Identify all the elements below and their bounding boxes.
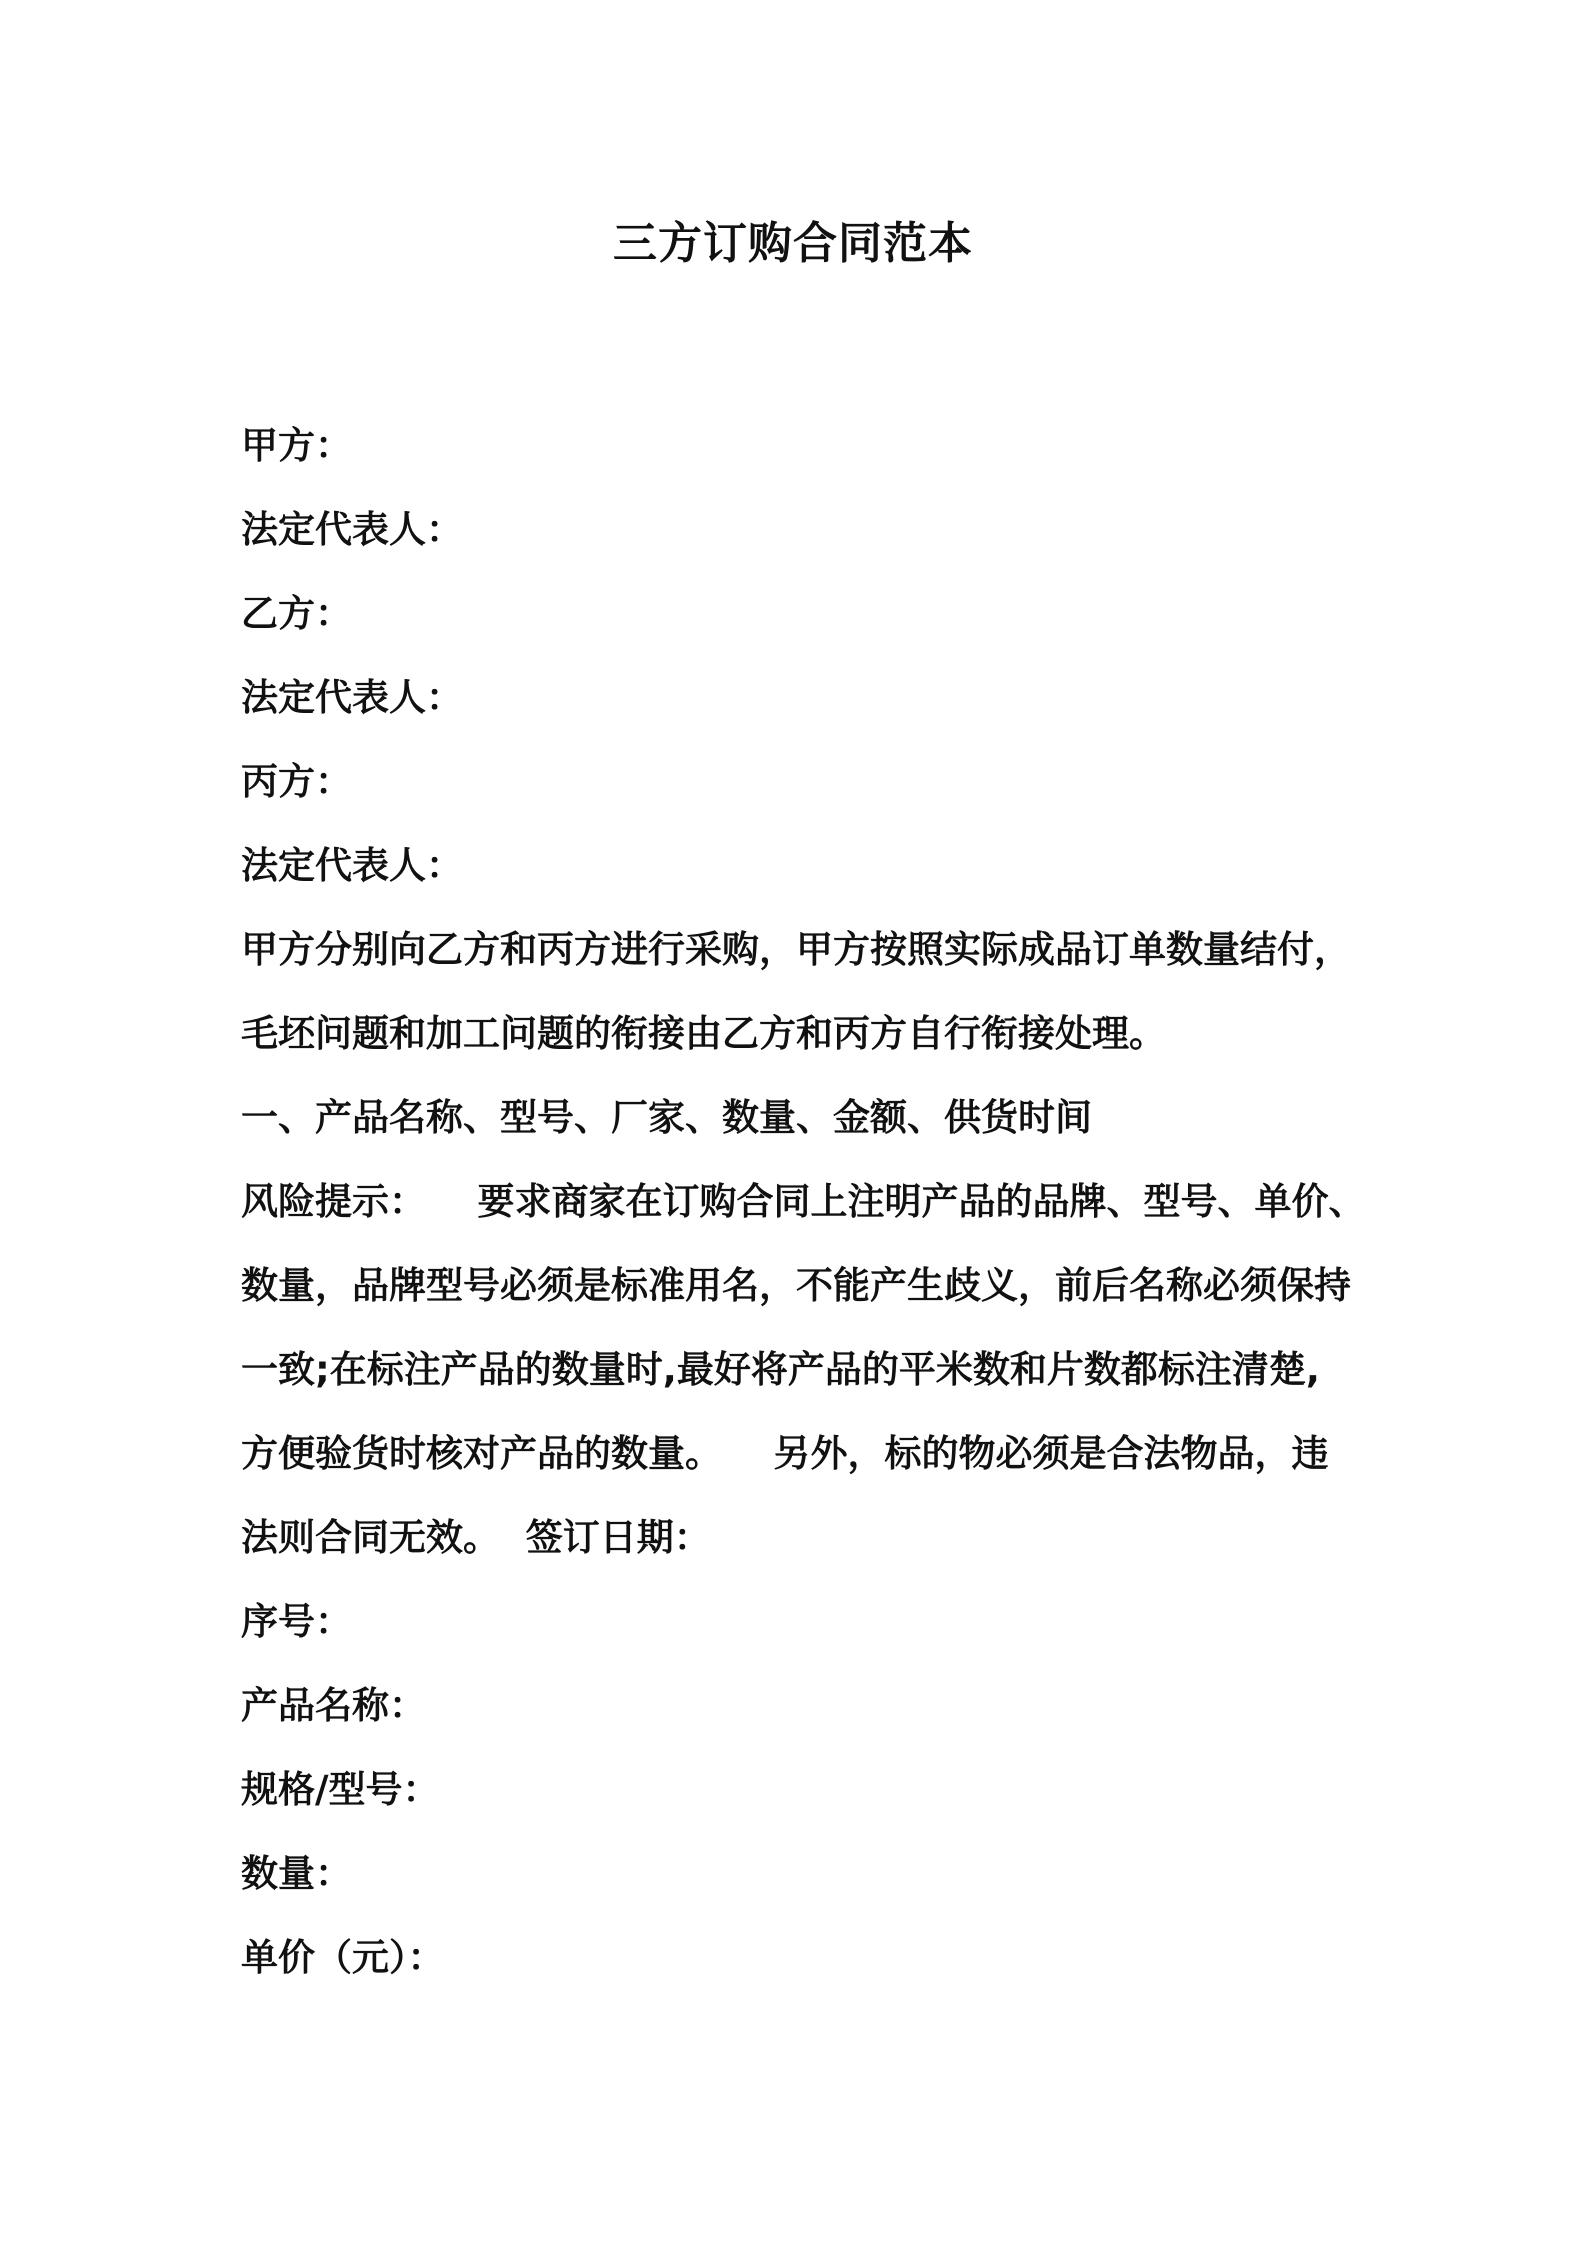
risk-notice-line-4: 方便验货时核对产品的数量。 另外，标的物必须是合法物品，违 (241, 1432, 1329, 1475)
field-spec-model: 规格/型号： (241, 1768, 440, 1811)
field-unit-price: 单价（元）： (241, 1936, 445, 1979)
party-a-label: 甲方： (241, 424, 352, 467)
document-title: 三方订购合同范本 (613, 218, 973, 269)
section-1-heading: 一、产品名称、型号、厂家、数量、金额、供货时间 (241, 1096, 1092, 1139)
party-b-label: 乙方： (241, 592, 352, 635)
document-body (241, 404, 1366, 2000)
party-b-representative-label: 法定代表人： (241, 676, 463, 719)
field-product-name: 产品名称： (241, 1684, 426, 1727)
intro-paragraph-line-1: 甲方分别向乙方和丙方进行采购，甲方按照实际成品订单数量结付， (241, 928, 1351, 971)
party-a-representative-label: 法定代表人： (241, 508, 463, 551)
field-serial-number: 序号： (241, 1600, 352, 1643)
field-quantity: 数量： (241, 1852, 352, 1895)
party-c-label: 丙方： (241, 760, 352, 803)
risk-notice-line-3: 一致;在标注产品的数量时,最好将产品的平米数和片数都标注清楚, (241, 1348, 1320, 1391)
risk-notice-line-2: 数量，品牌型号必须是标准用名，不能产生歧义，前后名称必须保持 (241, 1264, 1351, 1307)
party-c-representative-label: 法定代表人： (241, 844, 463, 887)
intro-paragraph-line-2: 毛坯问题和加工问题的衔接由乙方和丙方自行衔接处理。 (241, 1012, 1166, 1055)
risk-notice-line-5: 法则合同无效。 签订日期： (241, 1516, 711, 1559)
risk-notice-line-1: 风险提示： 要求商家在订购合同上注明产品的品牌、型号、单价、 (241, 1180, 1366, 1223)
